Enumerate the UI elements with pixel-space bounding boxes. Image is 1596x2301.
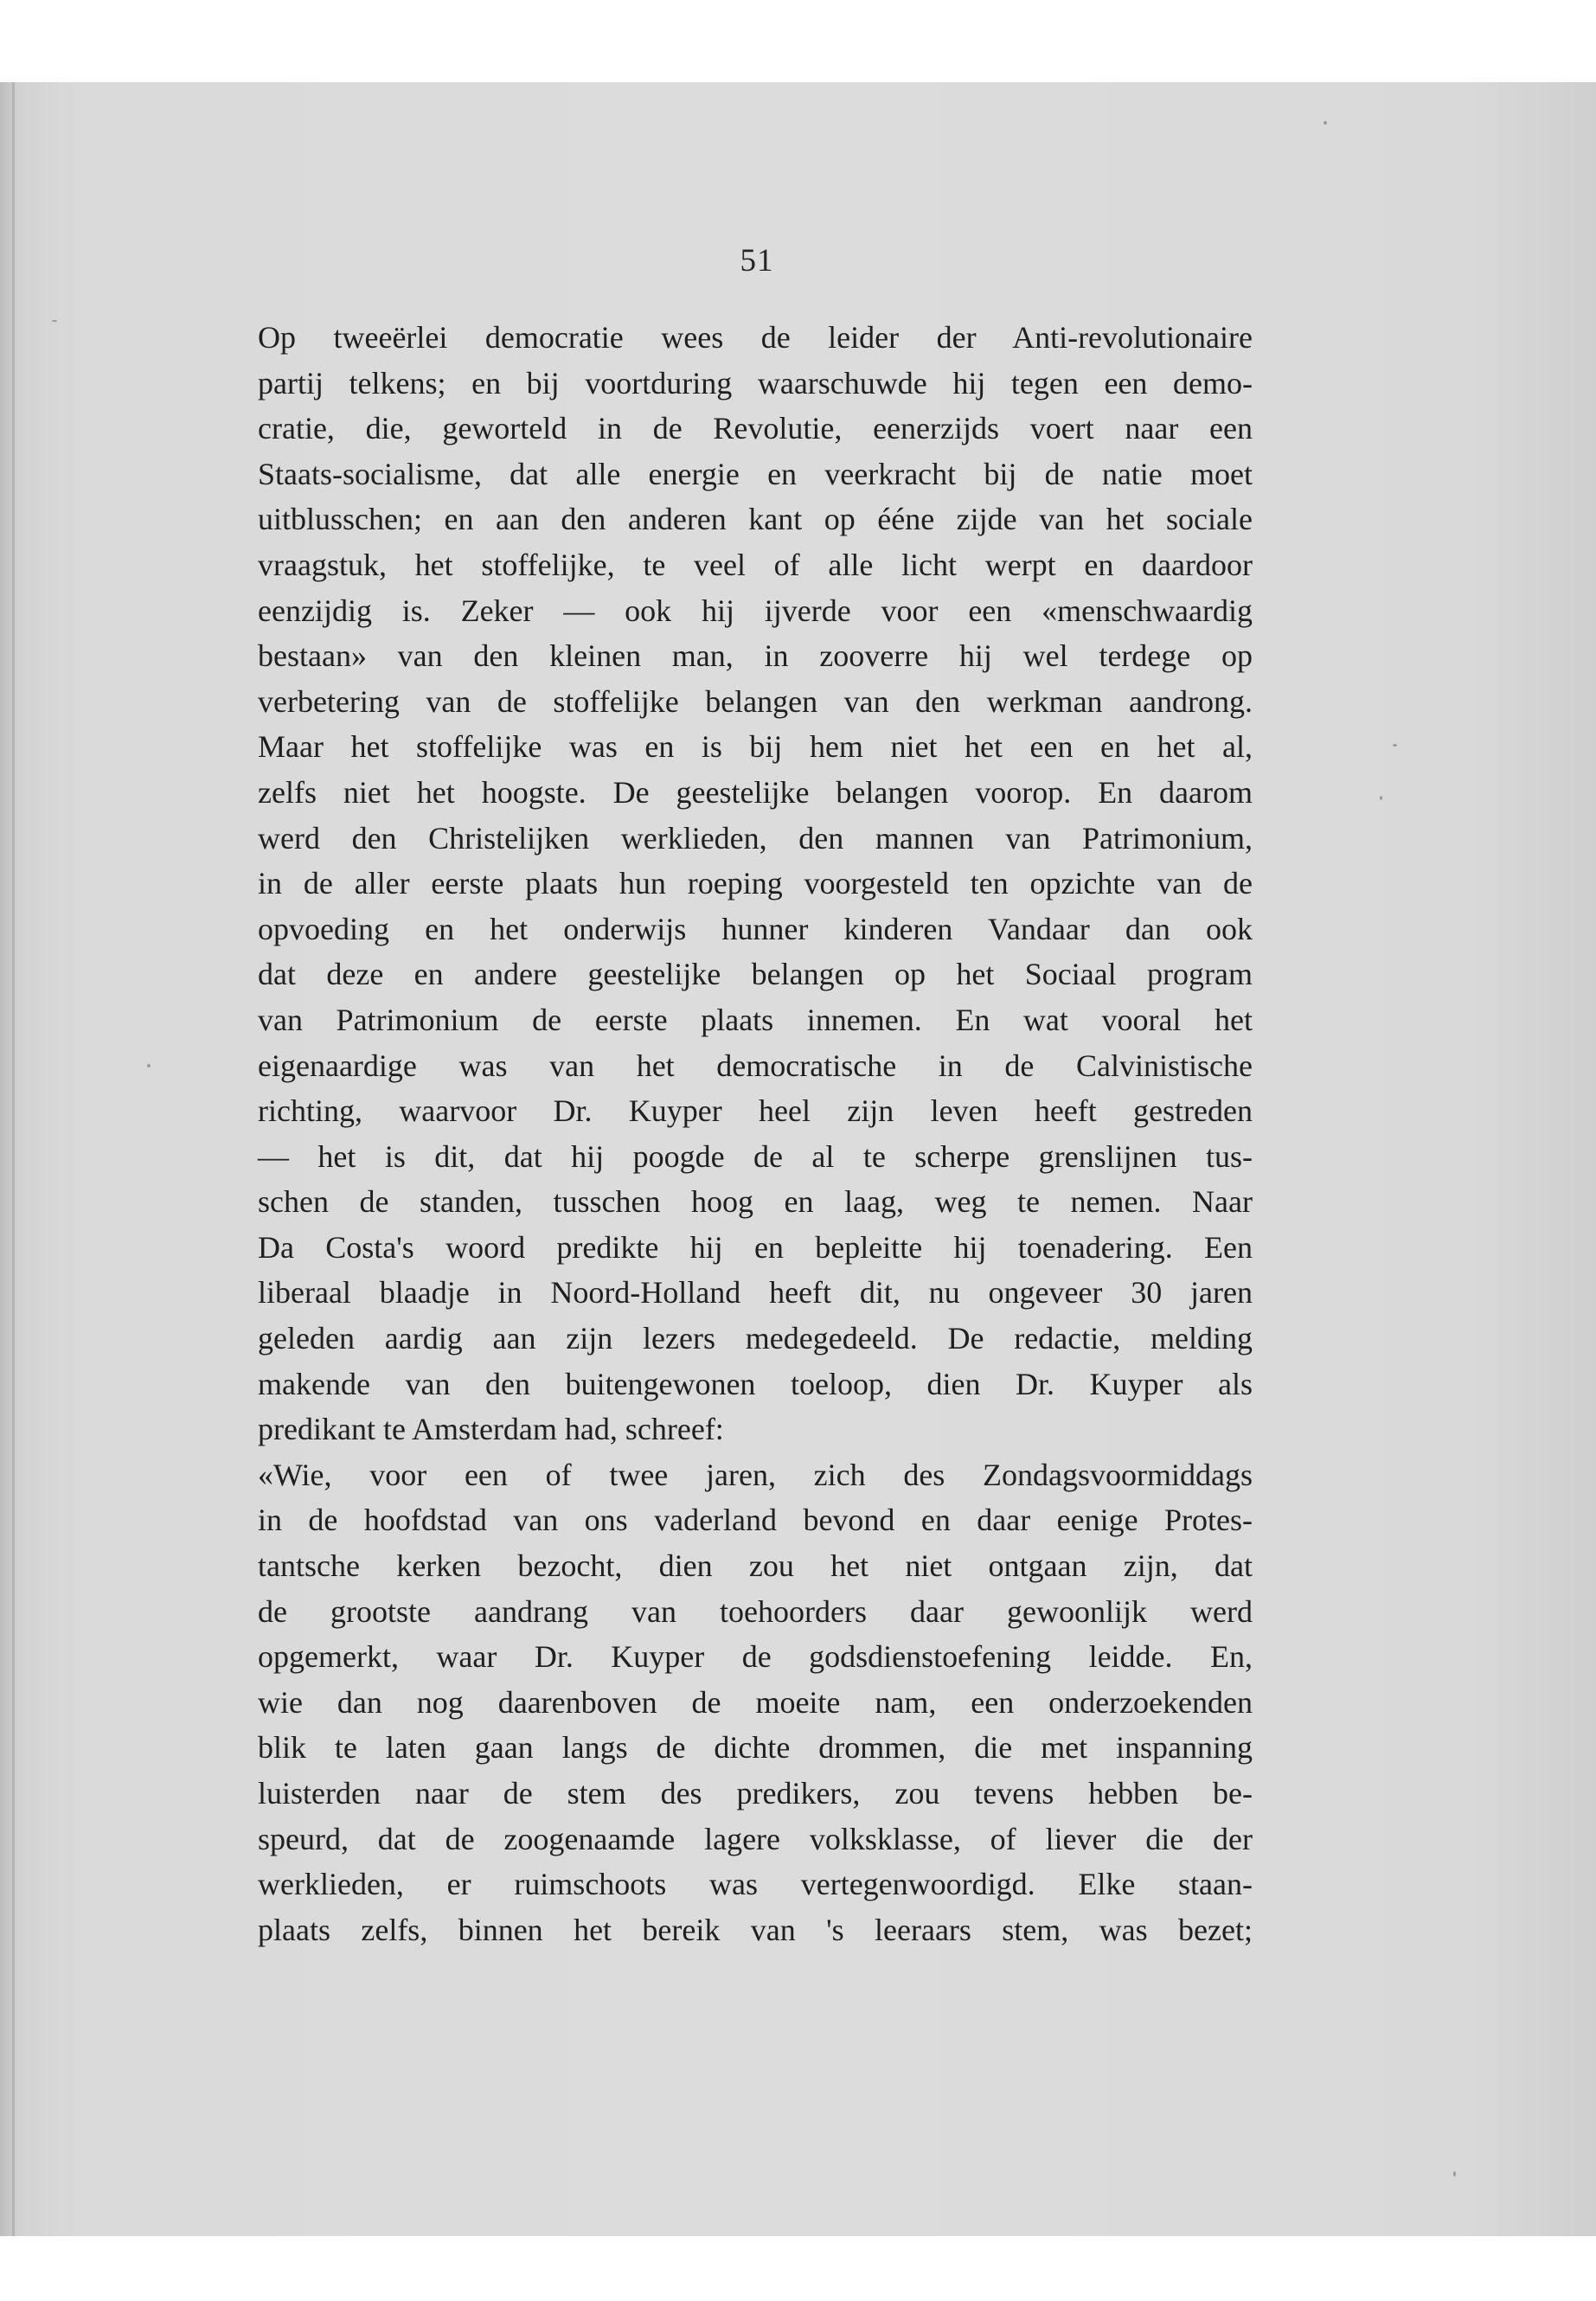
paper-speck: [147, 1064, 151, 1067]
scan-edge-shadow: [12, 82, 15, 2236]
body-text: [258, 315, 1253, 1952]
text-line: Staats-socialisme, dat alle energie en veerkracht bij de natie moet: [258, 456, 1253, 491]
text-line: plaats zelfs, binnen het bereik van 's leeraars stem, was bezet;: [258, 1912, 1253, 1947]
text-line: — het is dit, dat hij poogde de al te scherpe grenslijnen tus-: [258, 1138, 1253, 1174]
text-line: blik te laten gaan langs de dichte drommen, die met inspanning: [258, 1730, 1253, 1766]
text-line: tantsche kerken bezocht, dien zou het niet ontgaan zijn, dat: [258, 1548, 1253, 1584]
text-line: zelfs niet het hoogste. De geestelijke belangen voorop. En daarom: [258, 774, 1253, 810]
text-line: partij telkens; en bij voortduring waarschuwde hij tegen een demo-: [258, 365, 1253, 401]
text-line: uitblusschen; en aan den anderen kant op ééne zijde van het sociale: [258, 502, 1253, 537]
text-line: werklieden, er ruimschoots was vertegenwoordigd. Elke staan-: [258, 1867, 1253, 1902]
paper-speck: [1453, 2171, 1456, 2176]
text-line: van Patrimonium de eerste plaats innemen. En wat vooral het: [258, 1002, 1253, 1037]
text-line: bestaan» van den kleinen man, in zooverre hij wel terdege op: [258, 638, 1253, 674]
text-line: verbetering van de stoffelijke belangen van den werkman aandrong.: [258, 683, 1253, 719]
text-line: Maar het stoffelijke was en is bij hem niet het een en het al,: [258, 729, 1253, 765]
paper-speck: [1380, 796, 1382, 800]
text-line: wie dan nog daarenboven de moeite nam, een onderzoekenden: [258, 1684, 1253, 1720]
text-line: eenzijdig is. Zeker — ook hij ijverde voor een «menschwaardig: [258, 593, 1253, 628]
text-line: de grootste aandrang van toehoorders daar gewoonlijk werd: [258, 1593, 1253, 1629]
text-line: in de hoofdstad van ons vaderland bevond en daar eenige Protes-: [258, 1503, 1253, 1538]
text-line: vraagstuk, het stoffelijke, te veel of alle licht werpt en daardoor: [258, 547, 1253, 582]
text-line: opgemerkt, waar Dr. Kuyper de godsdienstoefening leidde. En,: [258, 1639, 1253, 1675]
text-line: luisterden naar de stem des predikers, zou tevens hebben be-: [258, 1776, 1253, 1811]
text-line: opvoeding en het onderwijs hunner kinderen Vandaar dan ook: [258, 911, 1253, 946]
text-line: werd den Christelijken werklieden, den mannen van Patrimonium,: [258, 820, 1253, 856]
paper-speck: [1393, 744, 1397, 747]
text-line: speurd, dat de zoogenaamde lagere volksklasse, of liever die der: [258, 1821, 1253, 1856]
paper-speck: [1324, 121, 1327, 125]
text-line: predikant te Amsterdam had, schreef:: [258, 1412, 724, 1447]
text-line: in de aller eerste plaats hun roeping voorgesteld ten opzichte van de: [258, 866, 1253, 901]
paper-speck: [52, 320, 57, 322]
text-line: makende van den buitengewonen toeloop, dien Dr. Kuyper als: [258, 1366, 1253, 1401]
text-line: «Wie, voor een of twee jaren, zich des Zondagsvoormiddags: [258, 1457, 1253, 1492]
page-number: 51: [740, 243, 774, 279]
text-line: cratie, die, geworteld in de Revolutie, eenerzijds voert naar een: [258, 411, 1253, 446]
text-line: eigenaardige was van het democratische in de Calvinistische: [258, 1048, 1253, 1083]
text-line: richting, waarvoor Dr. Kuyper heel zijn leven heeft gestreden: [258, 1093, 1253, 1129]
text-line: schen de standen, tusschen hoog en laag, weg te nemen. Naar: [258, 1184, 1253, 1220]
text-line: dat deze en andere geestelijke belangen op het Sociaal program: [258, 957, 1253, 992]
text-line: Op tweeërlei democratie wees de leider der Anti-revolutionaire: [258, 320, 1253, 355]
text-line: Da Costa's woord predikte hij en bepleitte hij toenadering. Een: [258, 1229, 1253, 1265]
text-line: liberaal blaadje in Noord-Holland heeft dit, nu ongeveer 30 jaren: [258, 1275, 1253, 1311]
text-line: geleden aardig aan zijn lezers medegedeeld. De redactie, melding: [258, 1321, 1253, 1356]
